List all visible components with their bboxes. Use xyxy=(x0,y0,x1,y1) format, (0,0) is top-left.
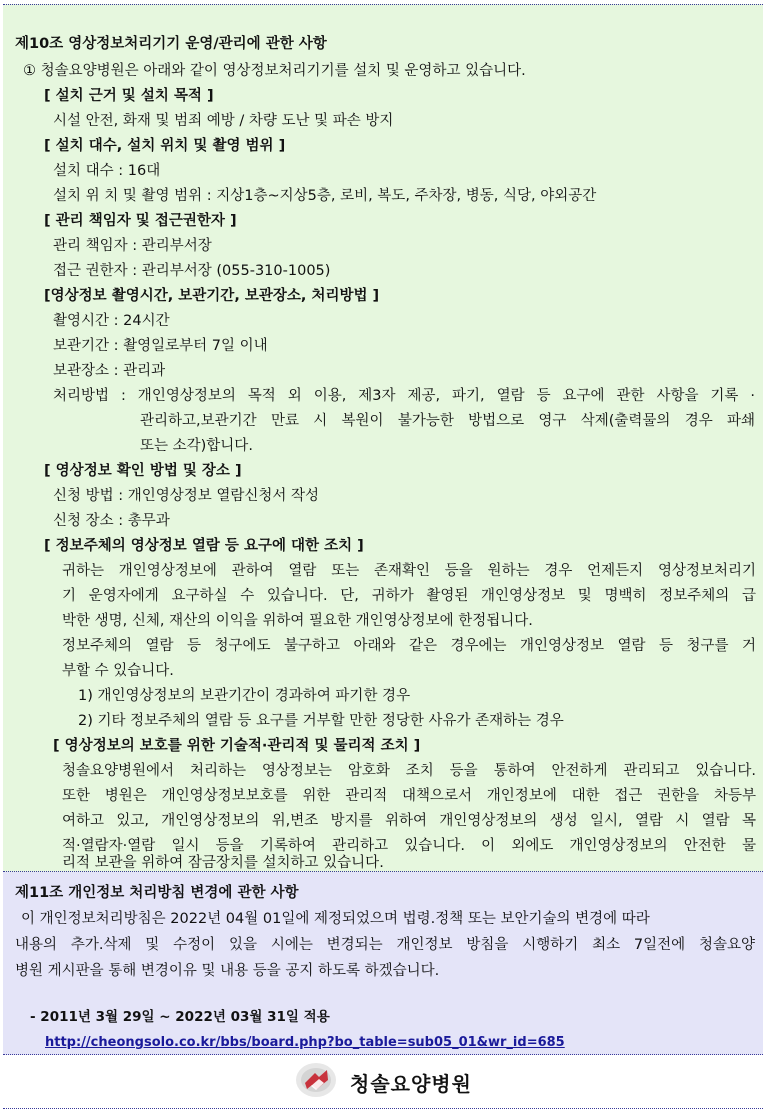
method-line-1: 처리방법 : 개인영상정보의 목적 외 이용, 제3자 제공, 파기, 열람 등 요구에 관한 사항을 기록 · xyxy=(53,388,755,404)
method-line-2: 관리하고,보관기간 만료 시 복원이 불가능한 방법으로 영구 삭제(출력물의 경우 파쇄 xyxy=(140,413,755,429)
request-method: 신청 방법 : 개인영상정보 열람신청서 작성 xyxy=(53,488,320,504)
protect-line-4: 적·열람자·열람 일시 등을 기록하여 관리하고 있습니다. 이 외에도 개인영상정보의 안전한 물 xyxy=(62,838,756,854)
article-11-section xyxy=(3,872,763,1055)
method-line-3: 또는 소각)합니다. xyxy=(140,438,253,454)
action-heading: [ 정보주체의 영상정보 열람 등 요구에 대한 조치 ] xyxy=(44,538,364,554)
action-line-2: 기 운영자에게 요구하실 수 있습니다. 단, 귀하가 촬영된 개인영상정보 및 명백히 정보주체의 급 xyxy=(62,588,756,604)
article-10-section xyxy=(3,4,763,872)
keep-place: 보관장소 : 관리과 xyxy=(53,363,166,379)
install-location: 설치 위 치 및 촬영 범위 : 지상1층~지상5층, 로비, 복도, 주차장, 병동, 식당, 야외공간 xyxy=(53,188,597,204)
request-place: 신청 장소 : 총무과 xyxy=(53,513,170,529)
install-count: 설치 대수 : 16대 xyxy=(53,163,161,179)
action-line-3: 박한 생명, 신체, 재산의 이익을 위하여 필요한 개인영상정보에 한정됩니다. xyxy=(62,613,533,629)
purpose-heading: [ 설치 근거 및 설치 목적 ] xyxy=(44,88,214,104)
install-heading: [ 설치 대수, 설치 위치 및 촬영 범위 ] xyxy=(44,138,286,154)
article-11-line-1: 이 개인정보처리방침은 2022년 04월 01일에 제정되었으며 법령.정책 또는 보안기술의 변경에 따라 xyxy=(21,911,650,927)
time-heading: [영상정보 촬영시간, 보관기간, 보관장소, 처리방법 ] xyxy=(44,288,380,304)
article-10-title: 제10조 영상정보처리기기 운영/관리에 관한 사항 xyxy=(15,36,327,52)
protect-line-3: 여하고 있고, 개인영상정보의 위,변조 방지를 위하여 개인영상정보의 생성 일시, 열람 시 열람 목 xyxy=(62,813,756,829)
protect-line-2: 또한 병원은 개인영상정보보호를 위한 관리적 대책으로서 개인정보에 대한 접근 권한을 차등부 xyxy=(62,788,756,804)
check-heading: [ 영상정보 확인 방법 및 장소 ] xyxy=(44,463,242,479)
footer xyxy=(3,1056,763,1109)
manager-text: 관리 책임자 : 관리부서장 xyxy=(53,238,212,254)
hospital-logo-icon xyxy=(294,1060,338,1104)
keep-period: 보관기간 : 촬영일로부터 7일 이내 xyxy=(53,338,268,354)
protect-heading: [ 영상정보의 보호를 위한 기술적·관리적 및 물리적 조치 ] xyxy=(53,738,421,754)
previous-policy-link[interactable]: http://cheongsolo.co.kr/bbs/board.php?bo_table=sub05_01&wr_id=685 xyxy=(45,1035,565,1050)
purpose-text: 시설 안전, 화재 및 범죄 예방 / 차량 도난 및 파손 방지 xyxy=(53,113,394,129)
protect-line-5: 리적 보관을 위하여 잠금장치를 설치하고 있습니다. xyxy=(62,855,384,871)
previous-policy-period: - 2011년 3월 29일 ~ 2022년 03월 31일 적용 xyxy=(30,1009,330,1025)
article-11-title: 제11조 개인정보 처리방침 변경에 관한 사항 xyxy=(15,885,299,901)
action-line-4: 정보주체의 열람 등 청구에도 불구하고 아래와 같은 경우에는 개인영상정보 열람 등 청구를 거 xyxy=(62,638,756,654)
manager-heading: [ 관리 책임자 및 접근권한자 ] xyxy=(44,213,237,229)
hospital-name: 청솔요양병원 xyxy=(350,1071,472,1096)
reject-item-1: 1) 개인영상정보의 보관기간이 경과하여 파기한 경우 xyxy=(78,688,411,704)
action-line-1: 귀하는 개인영상정보에 관하여 열람 또는 존재확인 등을 원하는 경우 언제든지 영상정보처리기 xyxy=(62,563,756,579)
protect-line-1: 청솔요양병원에서 처리하는 영상정보는 암호화 조치 등을 통하여 안전하게 관리되고 있습니다. xyxy=(62,763,756,779)
action-line-5: 부할 수 있습니다. xyxy=(62,663,174,679)
article-10-intro: ① 청솔요양병원은 아래와 같이 영상정보처리기기를 설치 및 운영하고 있습니다. xyxy=(23,63,526,79)
reject-item-2: 2) 기타 정보주체의 열람 등 요구를 거부할 만한 정당한 사유가 존재하는 경우 xyxy=(78,713,564,729)
accessor-text: 접근 권한자 : 관리부서장 (055-310-1005) xyxy=(53,263,331,279)
article-11-line-2: 내용의 추가.삭제 및 수정이 있을 시에는 변경되는 개인정보 방침을 시행하기 최소 7일전에 청솔요양 xyxy=(15,937,755,953)
shoot-time: 촬영시간 : 24시간 xyxy=(53,313,170,329)
hospital-logo xyxy=(294,1060,472,1104)
article-11-line-3: 병원 게시판을 통해 변경이유 및 내용 등을 공지 하도록 하겠습니다. xyxy=(15,963,440,979)
